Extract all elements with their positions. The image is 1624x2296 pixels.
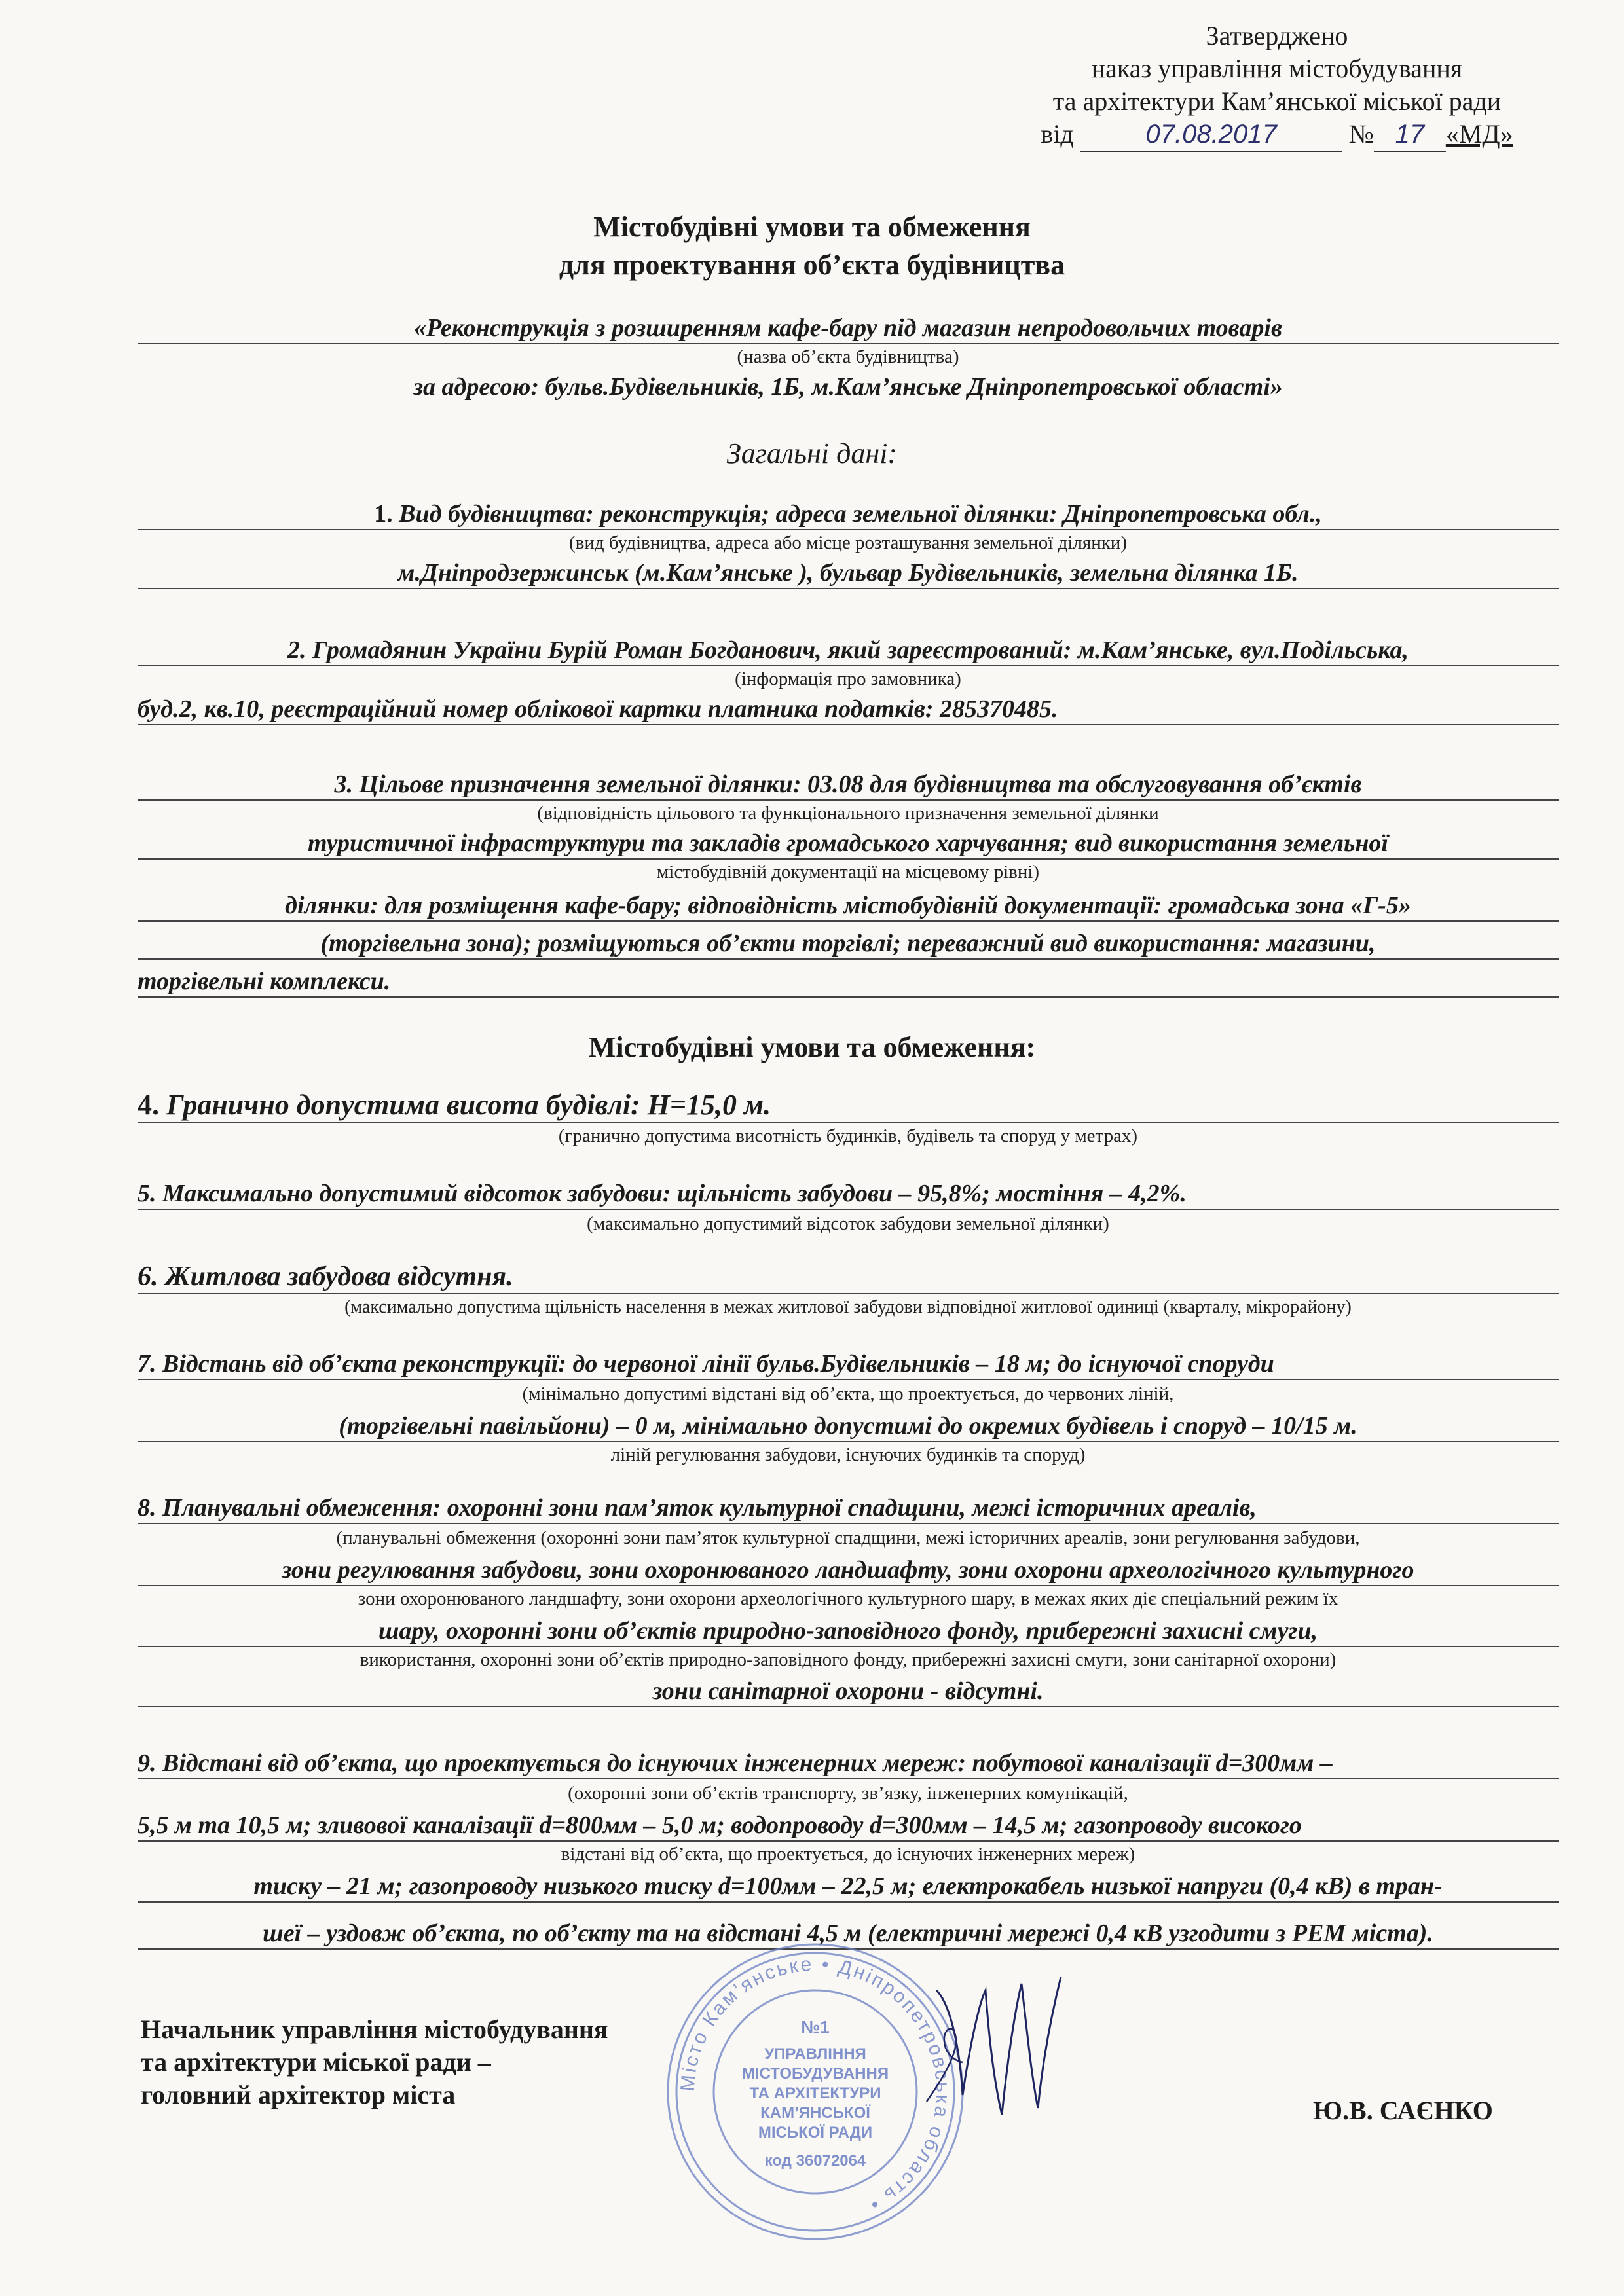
signature-line3: головний архітектор міста: [141, 2080, 456, 2109]
item9-line1: [138, 1748, 1559, 1779]
approval-number: 17: [1395, 120, 1425, 149]
document-title: [0, 208, 1624, 284]
item7-num: 7.: [138, 1350, 157, 1377]
signatory-name: Ю.В. САЄНКО: [1313, 2096, 1493, 2125]
item8-line1: [138, 1493, 1559, 1524]
item2-text: Громадянин України Бурій Роман Богданович, який зареєстрований: м.Кам’янське, вул.Подільська,: [312, 636, 1409, 664]
item9-text: Відстані від об’єкта, що проектується до існуючих інженерних мереж: побутової каналізації d=300мм –: [162, 1749, 1333, 1777]
approval-date-line: [969, 118, 1585, 152]
object-address: за адресою: бульв.Будівельників, 1Б, м.Кам’янське Дніпропетровської області»: [413, 373, 1283, 401]
item9-line2: 5,5 м та 10,5 м; зливової каналізації d=800мм – 5,0 м; водопроводу d=300мм – 14,5 м; газопроводу високого: [138, 1810, 1559, 1842]
item9-line4: шеї – уздовж об’єкта, по об’єкту та на відстані 4,5 м (електричні мережі 0,4 кВ узгодити з РЕМ міста).: [138, 1918, 1559, 1950]
item9-caption1: (охоронні зони об’єктів транспорту, зв’язку, інженерних комунікацій,: [568, 1783, 1128, 1804]
item5-text: Максимально допустимий відсоток забудови: щільність забудови – 95,8%; мостіння – 4,2%.: [162, 1180, 1187, 1207]
stamp-code: код 36072064: [764, 2152, 866, 2170]
item7-line2: (торгівельні павільйони) – 0 м, мінімально допустимі до окремих будівель і споруд – 10/15 м.: [138, 1411, 1559, 1442]
item7-caption1: (мінімально допустимі відстані від об’єкта, що проектується, до червоних ліній,: [522, 1383, 1174, 1404]
general-heading: Загальні дані:: [726, 437, 898, 469]
title-line2: для проектування об’єкта будівництва: [559, 249, 1065, 281]
approval-date: 07.08.2017: [1145, 120, 1277, 149]
item7-line1: [138, 1349, 1559, 1380]
item8-text: Планувальні обмеження: охоронні зони пам’яток культурної спадщини, межі історичних ареалів,: [162, 1494, 1257, 1522]
item3-caption1: (відповідність цільового та функціонального призначення земельної ділянки: [537, 803, 1159, 824]
item9-num: 9.: [138, 1749, 157, 1777]
stamp-line3: ТА АРХІТЕКТУРИ: [749, 2085, 881, 2102]
item5-num: 5.: [138, 1180, 157, 1207]
item2-num: 2.: [287, 636, 306, 664]
approval-number-label: №: [1348, 119, 1374, 149]
item3-line5: торгівельні комплекси.: [138, 966, 1559, 998]
approval-line1: Затверджено: [1206, 21, 1348, 50]
stamp-line1: УПРАВЛІННЯ: [764, 2045, 866, 2063]
item8-caption1: (планувальні обмеження (охоронні зони пам’яток культурної спадщини, межі історичних ареалів, зони регулювання забудови,: [336, 1527, 1360, 1548]
stamp-line4: КАМ’ЯНСЬКОЇ: [760, 2104, 870, 2122]
item3-text: Цільове призначення земельної ділянки: 03.08 для будівництва та обслуговування об’єктів: [359, 771, 1362, 798]
approval-block: [969, 20, 1585, 152]
object-name: «Реконструкція з розширенням кафе-бару під магазин непродовольчих товарів: [138, 313, 1559, 344]
item1-line1: [138, 499, 1559, 530]
item6-line1: [138, 1260, 1559, 1294]
item4-caption: (гранично допустима висотність будинків, будівель та споруд у метрах): [558, 1125, 1138, 1146]
item8-caption3: використання, охоронні зони об’єктів природно-заповідного фонду, прибережні захисні смуги, зони санітарної охорони): [360, 1649, 1337, 1670]
item8-num: 8.: [138, 1494, 157, 1522]
item3-line1: [138, 769, 1559, 801]
item3-line3: ділянки: для розміщення кафе-бару; відповідність містобудівній документації: громадська зона «Г-5»: [138, 890, 1559, 922]
item3-caption2: містобудівній документації на місцевому рівні): [656, 862, 1040, 883]
item1-num: 1.: [374, 500, 393, 528]
item4-num: 4.: [138, 1089, 159, 1121]
object-name-caption: (назва об’єкта будівництва): [737, 346, 959, 367]
signature-line1: Начальник управління містобудування: [141, 2014, 608, 2044]
conditions-heading: Містобудівні умови та обмеження:: [588, 1031, 1036, 1063]
signature-block: [141, 2013, 608, 2111]
item2-line2: буд.2, кв.10, реєстраційний номер облікової картки платника податків: 285370485.: [138, 694, 1559, 725]
item4-text: Гранично допустима висота будівлі: Н=15,0 м.: [166, 1089, 771, 1121]
title-line1: Містобудівні умови та обмеження: [593, 211, 1031, 243]
item7-text: Відстань від об’єкта реконструкції: до червоної лінії бульв.Будівельників – 18 м; до існуючої споруди: [162, 1350, 1274, 1377]
item2-line1: [138, 635, 1559, 666]
stamp-line2: МІСТОБУДУВАННЯ: [741, 2065, 889, 2083]
item4-line1: [138, 1088, 1559, 1123]
approval-line2: наказ управління містобудування: [1091, 54, 1463, 83]
item7-caption2: ліній регулювання забудови, існуючих будинків та споруд): [610, 1444, 1086, 1465]
signature-line2: та архітектури міської ради –: [141, 2047, 491, 2077]
item6-text: Житлова забудова відсутня.: [165, 1262, 513, 1292]
item8-line2: зони регулювання забудови, зони охоронюваного ландшафту, зони охорони археологічного культурного: [138, 1555, 1559, 1586]
item1-caption: (вид будівництва, адреса або місце розташування земельної ділянки): [569, 532, 1127, 553]
item2-caption: (інформація про замовника): [735, 668, 961, 689]
item5-line1: [138, 1178, 1559, 1210]
stamp-number: №1: [801, 2017, 830, 2037]
item3-line2: туристичної інфраструктури та закладів громадського харчування; вид використання земельної: [138, 828, 1559, 860]
approval-line3: та архітектури Кам’янської міської ради: [1052, 86, 1502, 116]
handwritten-signature: [923, 1964, 1067, 2134]
item6-num: 6.: [138, 1262, 158, 1292]
item3-num: 3.: [334, 771, 353, 798]
item9-line3: тиску – 21 м; газопроводу низького тиску d=100мм – 22,5 м; електрокабель низької напруги (0,4 кВ) в тран-: [138, 1871, 1559, 1903]
stamp-ring-text: Місто Кам’янське • Дніпропетровська область •: [676, 1953, 954, 2217]
approval-suffix: «МД»: [1445, 119, 1513, 149]
stamp-line5: МІСЬКОЇ РАДИ: [758, 2124, 873, 2141]
item8-line3: шару, охоронні зони об’єктів природно-заповідного фонду, прибережні захисні смуги,: [138, 1616, 1559, 1647]
item3-line4: (торгівельна зона); розміщуються об’єкти торгівлі; переважний вид використання: магазини,: [138, 928, 1559, 960]
item9-caption2: відстані від об’єкта, що проектується, до існуючих інженерних мереж): [561, 1844, 1135, 1865]
item8-caption2: зони охоронюваного ландшафту, зони охорони археологічного культурного шару, в межах яких діє спеціальний режим їх: [358, 1588, 1338, 1609]
approval-from-label: від: [1041, 119, 1074, 149]
item1-text: Вид будівництва: реконструкція; адреса земельної ділянки: Дніпропетровська обл.,: [399, 500, 1322, 528]
item5-caption: (максимально допустимий відсоток забудови земельної ділянки): [587, 1213, 1109, 1234]
item6-caption: (максимально допустима щільність населення в межах житлової забудови відповідної житлової одиниці (кварталу, мікрорайону): [344, 1297, 1352, 1317]
item8-line4: зони санітарної охорони - відсутні.: [138, 1676, 1559, 1707]
item1-line2: м.Дніпродзержинськ (м.Кам’янське ), бульвар Будівельників, земельна ділянка 1Б.: [138, 558, 1559, 589]
